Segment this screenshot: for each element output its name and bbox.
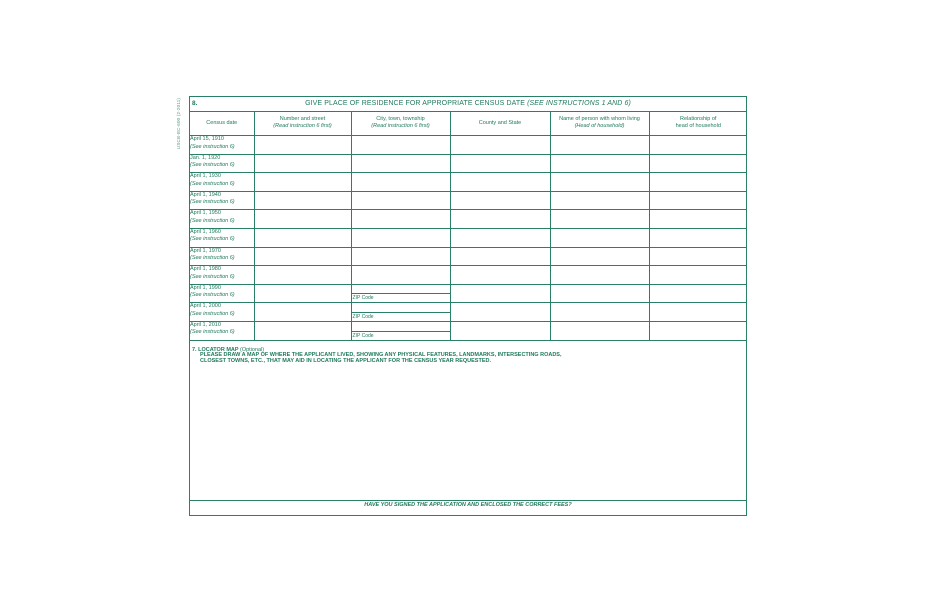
number-street-field[interactable] xyxy=(254,154,351,173)
number-street-field[interactable] xyxy=(254,247,351,266)
locator-map-instructions: PLEASE DRAW A MAP OF WHERE THE APPLICANT LIVED, SHOWING ANY PHYSICAL FEATURES, LANDMARKS, INTERSECTING ROADS, CLOSEST TOWNS, ETC., THAT MAY AID IN LOCATING THE APPLICANT FOR THE CENSUS YEAR REQUESTED. xyxy=(200,352,562,364)
census-date-instruction: (See instruction 6) xyxy=(190,236,235,243)
table-row xyxy=(190,210,747,229)
table-header-row xyxy=(190,111,747,136)
census-date: April 1, 1930 xyxy=(190,173,221,180)
census-residence-form xyxy=(189,96,747,516)
form-id-vertical xyxy=(178,96,188,156)
table-row xyxy=(190,266,747,285)
section-8-title-main: GIVE PLACE OF RESIDENCE FOR APPROPRIATE CENSUS DATE xyxy=(305,100,526,107)
census-date-cell xyxy=(190,266,254,285)
census-date: April 1, 1960 xyxy=(190,228,221,235)
census-date-cell xyxy=(190,191,254,210)
section-8-title-instructions: (SEE INSTRUCTIONS 1 AND 6) xyxy=(527,100,631,107)
relationship-field[interactable] xyxy=(649,303,747,322)
county-state-field[interactable] xyxy=(450,321,550,340)
city-town-field[interactable] xyxy=(351,266,450,285)
signature-reminder: HAVE YOU SIGNED THE APPLICATION AND ENCLOSED THE CORRECT FEES? xyxy=(364,502,572,508)
county-state-field[interactable] xyxy=(450,247,550,266)
census-date-cell xyxy=(190,284,254,303)
table-row xyxy=(190,154,747,173)
city-town-field[interactable] xyxy=(351,191,450,210)
table-row xyxy=(190,284,747,303)
header-census-date: Census date xyxy=(190,111,254,136)
county-state-field[interactable] xyxy=(450,136,550,155)
table-row xyxy=(190,173,747,192)
census-date-instruction: (See instruction 6) xyxy=(190,292,235,299)
header-city-town: City, town, township (Read instruction 6 first) xyxy=(351,111,450,136)
table-row xyxy=(190,321,747,340)
relationship-field[interactable] xyxy=(649,321,747,340)
header-number-street: Number and street (Read instruction 6 first) xyxy=(254,111,351,136)
census-date-cell xyxy=(190,210,254,229)
relationship-field[interactable] xyxy=(649,154,747,173)
county-state-field[interactable] xyxy=(450,284,550,303)
person-living-field[interactable] xyxy=(550,173,649,192)
zip-code-field[interactable]: ZIP Code xyxy=(352,312,450,321)
locator-map-heading: 7. LOCATOR MAP (Optional) xyxy=(192,347,265,353)
city-town-field[interactable] xyxy=(351,247,450,266)
person-living-field[interactable] xyxy=(550,191,649,210)
city-town-field[interactable] xyxy=(351,303,450,322)
census-date-instruction: (See instruction 6) xyxy=(190,199,235,206)
person-living-field[interactable] xyxy=(550,136,649,155)
city-town-field[interactable] xyxy=(351,284,450,303)
number-street-field[interactable] xyxy=(254,191,351,210)
census-date: April 1, 1990 xyxy=(190,284,221,291)
city-town-field[interactable] xyxy=(351,321,450,340)
census-date-cell xyxy=(190,247,254,266)
person-living-field[interactable] xyxy=(550,266,649,285)
census-date-cell xyxy=(190,303,254,322)
census-date-instruction: (See instruction 6) xyxy=(190,273,235,280)
number-street-field[interactable] xyxy=(254,173,351,192)
census-date-instruction: (See instruction 6) xyxy=(190,162,235,169)
person-living-field[interactable] xyxy=(550,303,649,322)
number-street-field[interactable] xyxy=(254,266,351,285)
person-living-field[interactable] xyxy=(550,210,649,229)
census-date-instruction: (See instruction 6) xyxy=(190,180,235,187)
relationship-field[interactable] xyxy=(649,228,747,247)
relationship-field[interactable] xyxy=(649,284,747,303)
census-date-cell xyxy=(190,154,254,173)
county-state-field[interactable] xyxy=(450,173,550,192)
number-street-field[interactable] xyxy=(254,210,351,229)
county-state-field[interactable] xyxy=(450,303,550,322)
header-person-living: Name of person with whom living (Head of household) xyxy=(550,111,649,136)
relationship-field[interactable] xyxy=(649,210,747,229)
census-date-instruction: (See instruction 6) xyxy=(190,329,235,336)
city-town-field[interactable] xyxy=(351,136,450,155)
census-date: April 1, 1980 xyxy=(190,266,221,273)
section-8-header xyxy=(190,97,746,112)
census-date-cell xyxy=(190,228,254,247)
census-date-cell xyxy=(190,321,254,340)
form-id-text: USCB-BC-600 (2-2011) xyxy=(176,97,182,150)
number-street-field[interactable] xyxy=(254,136,351,155)
table-row xyxy=(190,191,747,210)
census-date-instruction: (See instruction 6) xyxy=(190,310,235,317)
census-date-cell xyxy=(190,173,254,192)
city-town-field[interactable] xyxy=(351,210,450,229)
number-street-field[interactable] xyxy=(254,228,351,247)
relationship-field[interactable] xyxy=(649,247,747,266)
city-town-field[interactable] xyxy=(351,154,450,173)
census-date-instruction: (See instruction 6) xyxy=(190,143,235,150)
table-row xyxy=(190,136,747,155)
person-living-field[interactable] xyxy=(550,321,649,340)
person-living-field[interactable] xyxy=(550,247,649,266)
number-street-field[interactable] xyxy=(254,303,351,322)
header-relationship: Relationship of head of household xyxy=(649,111,747,136)
census-date-cell xyxy=(190,136,254,155)
relationship-field[interactable] xyxy=(649,173,747,192)
number-street-field[interactable] xyxy=(254,284,351,303)
zip-code-field[interactable]: ZIP Code xyxy=(352,331,450,340)
census-date: April 1, 1970 xyxy=(190,247,221,254)
table-row xyxy=(190,247,747,266)
zip-code-field[interactable]: ZIP Code xyxy=(352,293,450,302)
county-state-field[interactable] xyxy=(450,210,550,229)
table-row xyxy=(190,303,747,322)
county-state-field[interactable] xyxy=(450,154,550,173)
section-8-number: 8. xyxy=(192,100,198,107)
header-county-state: County and State xyxy=(450,111,550,136)
census-date-instruction: (See instruction 6) xyxy=(190,255,235,262)
county-state-field[interactable] xyxy=(450,266,550,285)
section-8-title xyxy=(190,100,746,107)
county-state-field[interactable] xyxy=(450,191,550,210)
census-date: April 1, 2000 xyxy=(190,303,221,310)
locator-map-area[interactable] xyxy=(190,345,747,501)
person-living-field[interactable] xyxy=(550,228,649,247)
census-date: Jan. 1, 1920 xyxy=(190,154,221,161)
person-living-field[interactable] xyxy=(550,284,649,303)
census-date-instruction: (See instruction 6) xyxy=(190,217,235,224)
city-town-field[interactable] xyxy=(351,173,450,192)
census-date: April 1, 1950 xyxy=(190,210,221,217)
number-street-field[interactable] xyxy=(254,321,351,340)
residence-table xyxy=(190,111,747,341)
census-date: April 1, 1940 xyxy=(190,191,221,198)
county-state-field[interactable] xyxy=(450,228,550,247)
relationship-field[interactable] xyxy=(649,136,747,155)
census-date: April 1, 2010 xyxy=(190,321,221,328)
person-living-field[interactable] xyxy=(550,154,649,173)
city-town-field[interactable] xyxy=(351,228,450,247)
relationship-field[interactable] xyxy=(649,266,747,285)
table-row xyxy=(190,228,747,247)
census-date: April 15, 1910 xyxy=(190,136,224,142)
relationship-field[interactable] xyxy=(649,191,747,210)
